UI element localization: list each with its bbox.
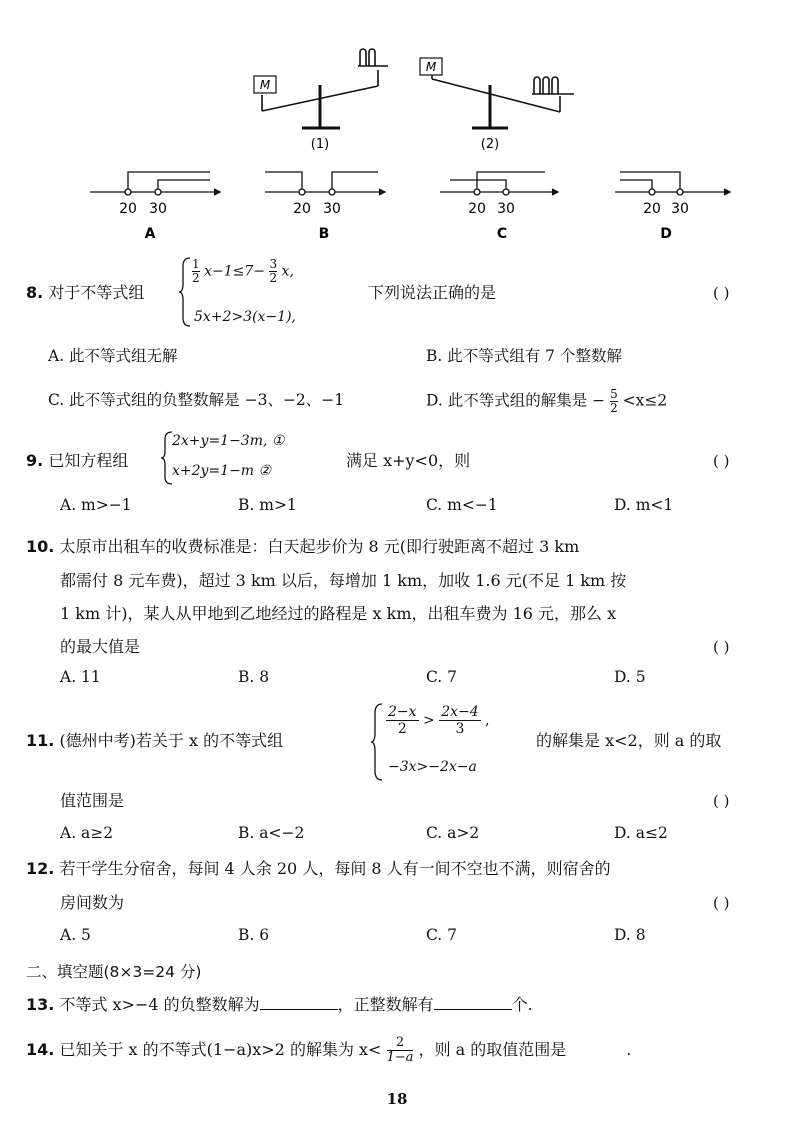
system-text: > xyxy=(423,712,435,729)
mass-label-2: M xyxy=(425,60,437,74)
question-text: 太原市出租车的收费标准是：白天起步价为 8 元(即行驶距离不超过 3 km xyxy=(59,537,580,556)
option-c-label: C xyxy=(496,226,508,242)
question-11 xyxy=(26,730,283,752)
tick-20-c: 20 xyxy=(468,201,486,217)
option-a-label: A xyxy=(144,226,156,242)
question-13 xyxy=(26,994,533,1016)
balance-label-2: (2) xyxy=(480,137,500,152)
frac-den: 3 xyxy=(455,721,465,737)
question-text: (德州中考)若关于 x 的不等式组 xyxy=(59,731,284,750)
balance-1 xyxy=(254,49,388,128)
frac-num: 2x−4 xyxy=(441,704,479,720)
balance-label-1: (1) xyxy=(310,137,330,152)
option-c: C. 7 xyxy=(426,668,458,686)
number-line-a xyxy=(90,172,220,195)
question-number: 10. xyxy=(26,537,55,556)
option-a: A. 11 xyxy=(60,668,101,686)
question-12 xyxy=(26,858,611,880)
answer-blank[interactable] xyxy=(566,1041,626,1055)
balance-diagrams xyxy=(240,40,580,160)
question-number: 13. xyxy=(26,995,55,1014)
question-9 xyxy=(26,450,128,472)
question-text: 对于不等式组 xyxy=(48,283,145,302)
answer-paren: ( ) xyxy=(713,792,730,810)
tick-20-b: 20 xyxy=(293,201,311,217)
option-b-label: B xyxy=(318,226,330,242)
question-text-line-2: 都需付 8 元车费)，超过 3 km 以后，每增加 1 km，加收 1.6 元(不足 1 km 按 xyxy=(60,571,627,590)
q8-suffix: 下列说法正确的是 xyxy=(368,283,497,302)
option-c: C. m<−1 xyxy=(426,496,498,514)
question-text: 若干学生分宿舍，每间 4 人余 20 人，每间 8 人有一间不空也不满，则宿舍的 xyxy=(59,859,611,878)
system-text: x−1≤7− xyxy=(204,263,265,280)
option-a: A. 此不等式组无解 xyxy=(48,347,178,365)
question-8 xyxy=(26,282,144,304)
answer-paren: ( ) xyxy=(713,284,730,302)
question-text-line-4: 的最大值是 xyxy=(60,637,141,656)
tick-30-d: 30 xyxy=(671,201,689,217)
question-text: 已知关于 x 的不等式(1−a)x>2 的解集为 x< xyxy=(59,1040,382,1059)
option-d: D. 8 xyxy=(614,926,646,944)
option-d-text: D. 此不等式组的解集是 − xyxy=(426,391,606,410)
tick-30-c: 30 xyxy=(497,201,515,217)
q11-suffix: 的解集是 x<2，则 a 的取 xyxy=(536,731,722,750)
tick-20-d: 20 xyxy=(643,201,661,217)
q11-system-line-1 xyxy=(386,704,490,737)
frac-den: 2 xyxy=(610,401,618,415)
question-text: ，则 a 的取值范围是 xyxy=(418,1040,567,1059)
tick-20-a: 20 xyxy=(119,201,137,217)
number-lines xyxy=(80,160,740,250)
question-number: 14. xyxy=(26,1040,55,1059)
frac-num: 5 xyxy=(610,387,618,401)
question-10 xyxy=(26,536,579,558)
answer-paren: ( ) xyxy=(713,894,730,912)
mass-label-1: M xyxy=(259,78,271,92)
q9-suffix: 满足 x+y<0，则 xyxy=(346,451,471,470)
frac-den: 2 xyxy=(397,721,407,737)
option-c: C. a>2 xyxy=(426,824,480,842)
question-number: 12. xyxy=(26,859,55,878)
option-b: B. 此不等式组有 7 个整数解 xyxy=(426,347,622,365)
q8-system-line-2: 5x+2>3(x−1), xyxy=(194,309,296,325)
balance-2 xyxy=(420,58,574,128)
option-d xyxy=(426,388,667,415)
number-line-d xyxy=(615,172,730,195)
option-a: A. a≥2 xyxy=(60,824,114,842)
frac-num: 2−x xyxy=(388,704,417,720)
question-text: 个. xyxy=(511,995,533,1014)
question-text: 不等式 x>−4 的负整数解为 xyxy=(59,995,260,1014)
tick-30-a: 30 xyxy=(149,201,167,217)
question-number: 8. xyxy=(26,283,44,302)
question-number: 9. xyxy=(26,451,44,470)
frac-num: 1 xyxy=(192,257,200,271)
question-number: 11. xyxy=(26,731,55,750)
question-text-line-2: 房间数为 xyxy=(60,893,125,912)
option-d: D. a≤2 xyxy=(614,824,668,842)
question-text-line-2: 值范围是 xyxy=(60,791,125,810)
q9-system-line-1: 2x+y=1−3m, ① xyxy=(172,433,285,449)
answer-blank[interactable] xyxy=(260,995,338,1010)
question-14 xyxy=(26,1036,631,1065)
number-line-b xyxy=(265,172,385,195)
question-text: . xyxy=(626,1040,632,1059)
q8-system-line-1 xyxy=(192,258,294,285)
brace-11 xyxy=(370,702,384,782)
frac-den: 2 xyxy=(192,271,200,285)
option-d-text: <x≤2 xyxy=(622,391,668,410)
frac-num: 3 xyxy=(269,257,278,271)
option-d-label: D xyxy=(660,226,672,242)
system-text: x, xyxy=(281,263,294,280)
question-text: 已知方程组 xyxy=(48,451,129,470)
frac-den: 1−a xyxy=(386,1050,414,1065)
frac-num: 2 xyxy=(387,1036,414,1051)
option-b: B. 6 xyxy=(238,926,270,944)
q11-system-line-2: −3x>−2x−a xyxy=(388,759,477,775)
option-c: C. 7 xyxy=(426,926,458,944)
tick-30-b: 30 xyxy=(323,201,341,217)
option-a: A. m>−1 xyxy=(60,496,132,514)
question-text: ，正整数解有 xyxy=(337,995,434,1014)
option-c: C. 此不等式组的负整数解是 −3、−2、−1 xyxy=(48,391,345,409)
system-text: , xyxy=(485,712,490,729)
q9-system-line-2: x+2y=1−m ② xyxy=(172,463,272,479)
answer-paren: ( ) xyxy=(713,638,730,656)
page-number: 18 xyxy=(386,1090,408,1108)
number-line-c xyxy=(440,172,558,195)
frac-den: 2 xyxy=(269,271,278,285)
option-b: B. a<−2 xyxy=(238,824,305,842)
brace-8 xyxy=(178,256,192,328)
option-b: B. 8 xyxy=(238,668,270,686)
option-a: A. 5 xyxy=(60,926,91,944)
section-heading: 二、填空题(8×3=24 分) xyxy=(26,963,202,981)
answer-blank[interactable] xyxy=(434,995,512,1010)
option-d: D. 5 xyxy=(614,668,646,686)
option-b: B. m>1 xyxy=(238,496,297,514)
question-text-line-3: 1 km 计)，某人从甲地到乙地经过的路程是 x km，出租车费为 16 元，那么 x xyxy=(60,604,617,623)
option-d: D. m<1 xyxy=(614,496,674,514)
answer-paren: ( ) xyxy=(713,452,730,470)
